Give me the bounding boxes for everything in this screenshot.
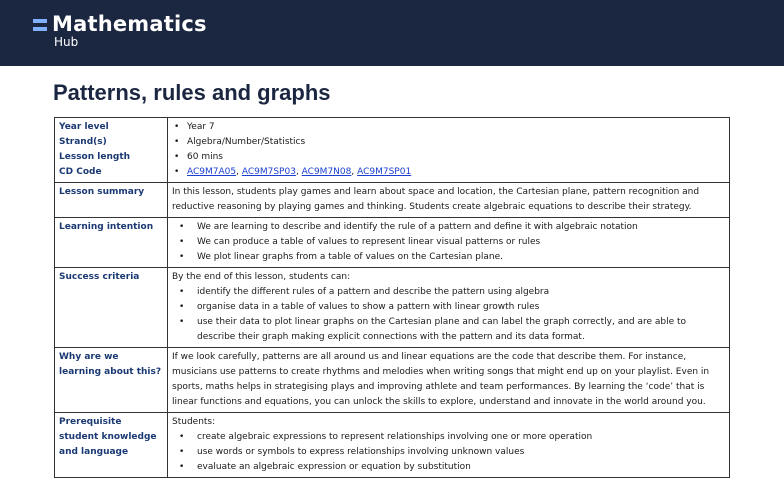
prereq-cell [168, 413, 730, 478]
prereq-intro: Students: [172, 417, 216, 427]
cd-code-label: CD Code [59, 167, 102, 177]
intention-cell [168, 218, 730, 268]
year-level-label: Year level [59, 122, 109, 132]
page-title: Patterns, rules and graphs [53, 80, 331, 105]
success-item: • organise data in a table of values to show a pattern with linear growth rules [172, 300, 725, 315]
cd-code-link[interactable]: AC9M7SP01 [357, 167, 412, 177]
lesson-length-label: Lesson length [59, 152, 131, 162]
intention-item: • We can produce a table of values to represent linear visual patterns or rules [172, 235, 725, 250]
site-header [0, 0, 784, 66]
cd-code-value: • AC9M7A05, AC9M7SP03, AC9M7N08, AC9M7SP01 [172, 165, 725, 180]
intention-item: • We plot linear graphs from a table of values on the Cartesian plane. [172, 250, 725, 265]
logo-icon [33, 19, 47, 35]
table-row-summary [55, 183, 730, 218]
summary-label: Lesson summary [55, 183, 168, 218]
cd-code-link[interactable]: AC9M7N08 [301, 167, 352, 177]
table-row-success [55, 268, 730, 348]
year-level-value: • Year 7 [172, 120, 725, 135]
table-row-intention [55, 218, 730, 268]
why-label: Why are we learning about this? [55, 348, 168, 413]
table-row-meta [55, 118, 730, 183]
success-item: • identify the different rules of a pattern and describe the pattern using algebra [172, 285, 725, 300]
success-label: Success criteria [55, 268, 168, 348]
why-text: If we look carefully, patterns are all around us and linear equations are the code that describe them. For instance, musicians use patterns to create rhythms and melodies when writing songs that might end up on your playlist. Even in sports, maths helps in strategising plays and improving athlete and team performances. By learning the ‘code’ that is linear functions and equations, you can unlock the skills to explore, understand and innovate in the world around you. [168, 348, 730, 413]
strands-label: Strand(s) [59, 137, 107, 147]
meta-values-cell [168, 118, 730, 183]
logo-title: Mathematics [52, 12, 207, 36]
prereq-label: Prerequisite student knowledge and language [55, 413, 168, 478]
logo-subtitle: Hub [54, 35, 79, 49]
lesson-length-value: • 60 mins [172, 150, 725, 165]
lesson-table [54, 117, 730, 478]
summary-text: In this lesson, students play games and learn about space and location, the Cartesian plane, pattern recognition and reductive reasoning by playing games and thinking. Students create algebraic equations to describe their strategy. [168, 183, 730, 218]
success-item: • use their data to plot linear graphs on the Cartesian plane and can label the graph correctly, and are able to describe their graph making explicit connections with the pattern and its data format. [172, 315, 725, 345]
cd-code-link[interactable]: AC9M7A05 [187, 167, 237, 177]
table-row-why [55, 348, 730, 413]
success-intro: By the end of this lesson, students can: [172, 272, 351, 282]
intention-label: Learning intention [55, 218, 168, 268]
intention-item: • We are learning to describe and identify the rule of a pattern and define it with algebraic notation [172, 220, 725, 235]
prereq-item: • create algebraic expressions to represent relationships involving one or more operation [172, 430, 725, 445]
prereq-item: • use words or symbols to express relationships involving unknown values [172, 445, 725, 460]
success-cell [168, 268, 730, 348]
strands-value: • Algebra/Number/Statistics [172, 135, 725, 150]
table-row-prereq [55, 413, 730, 478]
cd-code-link[interactable]: AC9M7SP03 [241, 167, 296, 177]
prereq-item: • evaluate an algebraic expression or equation by substitution [172, 460, 725, 475]
meta-labels-cell [55, 118, 168, 183]
